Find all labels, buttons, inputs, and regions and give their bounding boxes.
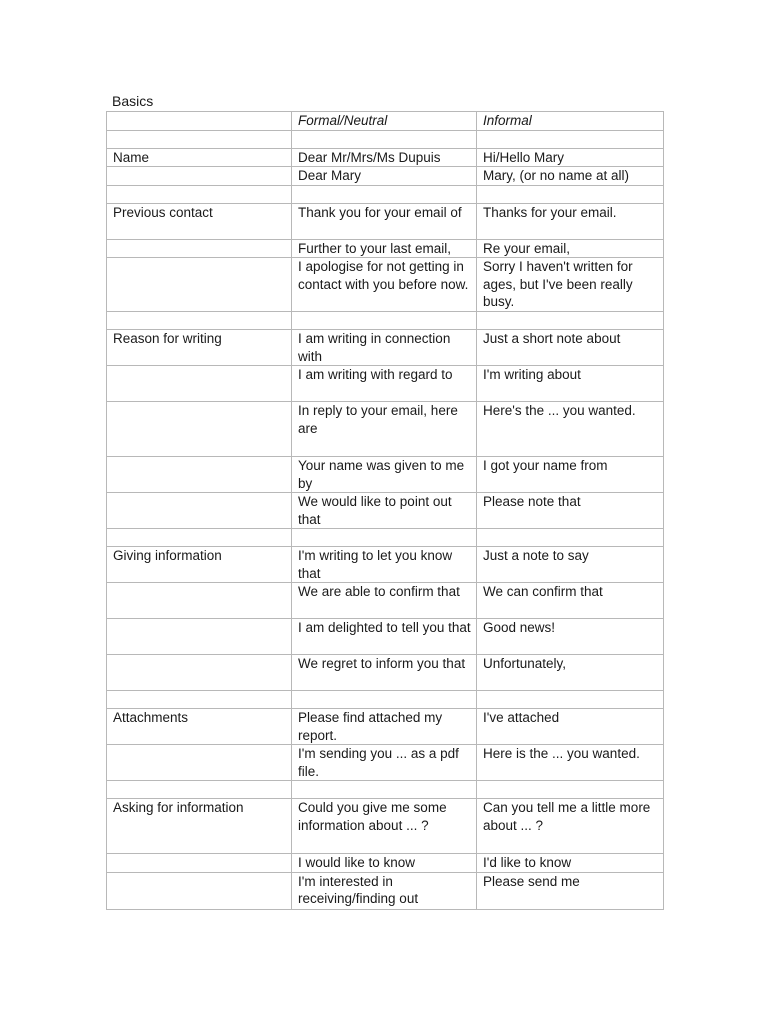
table-cell-informal: Please send me (477, 872, 664, 909)
table-cell-informal (477, 185, 664, 203)
table-cell-informal: Here's the ... you wanted. (477, 402, 664, 457)
table-cell-category (107, 691, 292, 709)
table-cell-formal: I am writing with regard to (292, 366, 477, 402)
table-cell-formal: Please find attached my report. (292, 709, 477, 745)
table-row (107, 258, 664, 312)
table-cell-informal: Hi/Hello Mary (477, 148, 664, 167)
page-title: Basics (112, 93, 154, 109)
table-cell-category (107, 655, 292, 691)
table-row (107, 493, 664, 529)
table-cell-informal: Unfortunately, (477, 655, 664, 691)
table-cell-formal: I am writing in connection with (292, 330, 477, 366)
table-cell-formal: I am delighted to tell you that (292, 619, 477, 655)
header-cell-category (107, 112, 292, 131)
table-cell-formal (292, 691, 477, 709)
table-cell-informal: Just a short note about (477, 330, 664, 366)
table-row (107, 709, 664, 745)
table-cell-informal: I've attached (477, 709, 664, 745)
table-cell-informal: Thanks for your email. (477, 203, 664, 239)
table-cell-category (107, 872, 292, 909)
phrases-table (106, 111, 664, 910)
table-cell-category: Name (107, 148, 292, 167)
table-row (107, 330, 664, 366)
table-cell-formal: Your name was given to me by (292, 457, 477, 493)
table-cell-category: Reason for writing (107, 330, 292, 366)
table-cell-category (107, 781, 292, 799)
table-row (107, 547, 664, 583)
table-cell-category (107, 457, 292, 493)
table-cell-informal (477, 691, 664, 709)
table-cell-category (107, 312, 292, 330)
table-cell-informal: Just a note to say (477, 547, 664, 583)
table-row (107, 402, 664, 457)
table-cell-formal: We regret to inform you that (292, 655, 477, 691)
table-cell-informal: Please note that (477, 493, 664, 529)
table-cell-formal (292, 529, 477, 547)
table-cell-category (107, 854, 292, 873)
table-cell-category (107, 493, 292, 529)
table-row (107, 854, 664, 873)
table-cell-informal: Re your email, (477, 239, 664, 258)
table-cell-formal: Further to your last email, (292, 239, 477, 258)
table-cell-informal: Mary, (or no name at all) (477, 167, 664, 186)
table-row (107, 203, 664, 239)
table-row (107, 148, 664, 167)
table-cell-informal (477, 529, 664, 547)
table-cell-informal (477, 130, 664, 148)
table-row (107, 312, 664, 330)
table-row (107, 691, 664, 709)
table-cell-formal: We would like to point out that (292, 493, 477, 529)
table-cell-category (107, 529, 292, 547)
table-cell-formal: Thank you for your email of (292, 203, 477, 239)
table-cell-category (107, 583, 292, 619)
table-cell-informal: We can confirm that (477, 583, 664, 619)
table-cell-formal: I apologise for not getting in contact with you before now. (292, 258, 477, 312)
table-cell-informal: Here is the ... you wanted. (477, 745, 664, 781)
table-row (107, 239, 664, 258)
table-row (107, 872, 664, 909)
table-row (107, 583, 664, 619)
table-row (107, 799, 664, 854)
table-cell-informal (477, 781, 664, 799)
table-cell-formal (292, 185, 477, 203)
table-cell-formal: Dear Mary (292, 167, 477, 186)
table-cell-category: Asking for information (107, 799, 292, 854)
table-cell-formal: I would like to know (292, 854, 477, 873)
table-row (107, 167, 664, 186)
table-row (107, 130, 664, 148)
table-cell-category: Giving information (107, 547, 292, 583)
table-cell-category (107, 185, 292, 203)
header-cell-informal: Informal (477, 112, 664, 131)
table-cell-category: Attachments (107, 709, 292, 745)
table-cell-informal: Sorry I haven't written for ages, but I've been really busy. (477, 258, 664, 312)
table-cell-informal: I'm writing about (477, 366, 664, 402)
header-row (107, 112, 664, 131)
table-cell-category (107, 258, 292, 312)
table-cell-formal: I'm interested in receiving/finding out (292, 872, 477, 909)
table-row (107, 619, 664, 655)
table-row (107, 781, 664, 799)
table-cell-formal: In reply to your email, here are (292, 402, 477, 457)
table-cell-formal: I'm writing to let you know that (292, 547, 477, 583)
table-cell-informal: I'd like to know (477, 854, 664, 873)
table-cell-formal (292, 312, 477, 330)
table-cell-informal: I got your name from (477, 457, 664, 493)
table-row (107, 745, 664, 781)
table-cell-formal: We are able to confirm that (292, 583, 477, 619)
table-cell-category (107, 239, 292, 258)
table-cell-category (107, 366, 292, 402)
table-cell-category (107, 130, 292, 148)
table-cell-informal (477, 312, 664, 330)
table-row (107, 185, 664, 203)
table-cell-informal: Can you tell me a little more about ... ? (477, 799, 664, 854)
table-cell-category (107, 745, 292, 781)
table-cell-formal (292, 781, 477, 799)
table-row (107, 366, 664, 402)
table-cell-formal (292, 130, 477, 148)
table-cell-category (107, 402, 292, 457)
table-row (107, 529, 664, 547)
table-cell-formal: Could you give me some information about ... ? (292, 799, 477, 854)
table-cell-category (107, 619, 292, 655)
header-cell-formal: Formal/Neutral (292, 112, 477, 131)
table-cell-category (107, 167, 292, 186)
table-cell-formal: I'm sending you ... as a pdf file. (292, 745, 477, 781)
table-cell-formal: Dear Mr/Mrs/Ms Dupuis (292, 148, 477, 167)
table-cell-category: Previous contact (107, 203, 292, 239)
table-row (107, 655, 664, 691)
table-cell-informal: Good news! (477, 619, 664, 655)
table-row (107, 457, 664, 493)
